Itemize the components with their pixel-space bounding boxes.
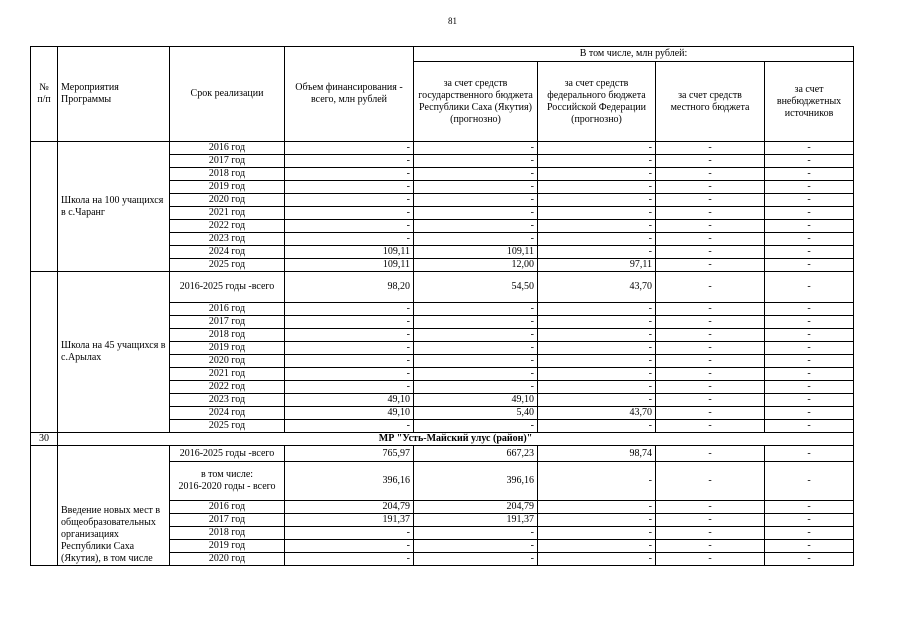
total-cell: - (285, 316, 414, 329)
extra-cell: - (765, 527, 854, 540)
federal-cell: 43,70 (538, 272, 656, 303)
section-title: МР "Усть-Майский улус (район)" (58, 433, 854, 446)
period-cell: 2017 год (170, 514, 285, 527)
federal-cell: - (538, 168, 656, 181)
extra-cell: - (765, 342, 854, 355)
table-row-total (31, 272, 854, 303)
regional-cell: - (414, 181, 538, 194)
header-local: за счет средств местного бюджета (656, 62, 765, 142)
period-cell: 2022 год (170, 220, 285, 233)
local-cell: - (656, 462, 765, 501)
local-cell: - (656, 207, 765, 220)
local-cell: - (656, 540, 765, 553)
extra-cell: - (765, 155, 854, 168)
section-number: 30 (31, 433, 58, 446)
total-cell: - (285, 220, 414, 233)
federal-cell: - (538, 194, 656, 207)
period-cell: 2021 год (170, 207, 285, 220)
total-cell: - (285, 553, 414, 566)
total-cell: - (285, 527, 414, 540)
federal-cell: - (538, 540, 656, 553)
regional-cell: - (414, 368, 538, 381)
regional-cell: 191,37 (414, 514, 538, 527)
num-cell-empty (31, 446, 58, 566)
period-cell: 2020 год (170, 553, 285, 566)
extra-cell: - (765, 233, 854, 246)
regional-cell: - (414, 168, 538, 181)
period-cell: 2024 год (170, 246, 285, 259)
total-cell: 204,79 (285, 501, 414, 514)
extra-cell: - (765, 407, 854, 420)
period-cell: 2017 год (170, 155, 285, 168)
section-row (31, 433, 854, 446)
extra-cell: - (765, 207, 854, 220)
local-cell: - (656, 368, 765, 381)
total-cell: 191,37 (285, 514, 414, 527)
total-cell: 109,11 (285, 246, 414, 259)
federal-cell: - (538, 355, 656, 368)
header-period: Срок реализации (170, 47, 285, 142)
period-cell: 2020 год (170, 194, 285, 207)
header-including: В том числе, млн рублей: (414, 47, 854, 62)
total-cell: 396,16 (285, 462, 414, 501)
local-cell: - (656, 342, 765, 355)
local-cell: - (656, 446, 765, 462)
extra-cell: - (765, 553, 854, 566)
extra-cell: - (765, 462, 854, 501)
header-num: № п/п (31, 47, 58, 142)
regional-cell: 49,10 (414, 394, 538, 407)
header-total: Объем финансирования - всего, млн рублей (285, 47, 414, 142)
extra-cell: - (765, 316, 854, 329)
federal-cell: - (538, 142, 656, 155)
local-cell: - (656, 501, 765, 514)
federal-cell: - (538, 368, 656, 381)
total-cell: - (285, 233, 414, 246)
local-cell: - (656, 553, 765, 566)
total-cell: - (285, 329, 414, 342)
period-cell: 2016 год (170, 501, 285, 514)
local-cell: - (656, 259, 765, 272)
regional-cell: - (414, 155, 538, 168)
federal-cell: - (538, 207, 656, 220)
period-cell: 2020 год (170, 355, 285, 368)
total-cell: 98,20 (285, 272, 414, 303)
measure-name: Школа на 100 учащихся в с.Чаранг (58, 142, 170, 272)
federal-cell: - (538, 220, 656, 233)
extra-cell: - (765, 168, 854, 181)
regional-cell: 396,16 (414, 462, 538, 501)
period-cell: 2019 год (170, 181, 285, 194)
regional-cell: 204,79 (414, 501, 538, 514)
local-cell: - (656, 142, 765, 155)
header-extra: за счет внебюджетных источников (765, 62, 854, 142)
extra-cell: - (765, 181, 854, 194)
header-federal: за счет средств федерального бюджета Российской Федерации (прогнозно) (538, 62, 656, 142)
regional-cell: 667,23 (414, 446, 538, 462)
period-cell: 2018 год (170, 168, 285, 181)
period-line: в том числе: (200, 469, 254, 480)
local-cell: - (656, 168, 765, 181)
regional-cell: 5,40 (414, 407, 538, 420)
regional-cell: - (414, 342, 538, 355)
total-cell: - (285, 194, 414, 207)
header-regional: за счет средств государственного бюджета Республики Саха (Якутия) (прогнозно) (414, 62, 538, 142)
extra-cell: - (765, 501, 854, 514)
federal-cell: 98,74 (538, 446, 656, 462)
total-cell: - (285, 355, 414, 368)
federal-cell: - (538, 553, 656, 566)
regional-cell: - (414, 316, 538, 329)
period-cell: 2023 год (170, 394, 285, 407)
total-cell: - (285, 368, 414, 381)
federal-cell: - (538, 329, 656, 342)
regional-cell: 109,11 (414, 246, 538, 259)
period-line: 2016-2020 годы - всего (178, 481, 276, 492)
extra-cell: - (765, 220, 854, 233)
financing-table (30, 46, 854, 566)
federal-cell: - (538, 501, 656, 514)
header-row-1 (31, 47, 854, 62)
federal-cell: - (538, 155, 656, 168)
local-cell: - (656, 407, 765, 420)
period-cell: 2019 год (170, 540, 285, 553)
regional-cell: - (414, 142, 538, 155)
local-cell: - (656, 181, 765, 194)
extra-cell: - (765, 329, 854, 342)
regional-cell: 12,00 (414, 259, 538, 272)
extra-cell: - (765, 303, 854, 316)
regional-cell: - (414, 303, 538, 316)
federal-cell: - (538, 381, 656, 394)
local-cell: - (656, 514, 765, 527)
regional-cell: - (414, 355, 538, 368)
period-cell: 2016-2025 годы -всего (170, 446, 285, 462)
federal-cell: - (538, 246, 656, 259)
period-cell: 2018 год (170, 329, 285, 342)
extra-cell: - (765, 381, 854, 394)
extra-cell: - (765, 420, 854, 433)
local-cell: - (656, 220, 765, 233)
regional-cell: - (414, 381, 538, 394)
extra-cell: - (765, 142, 854, 155)
period-cell: 2023 год (170, 233, 285, 246)
period-cell: 2016-2025 годы -всего (170, 272, 285, 303)
measure-name: Школа на 45 учащихся в с.Арылах (58, 272, 170, 433)
federal-cell: - (538, 316, 656, 329)
local-cell: - (656, 233, 765, 246)
local-cell: - (656, 194, 765, 207)
local-cell: - (656, 381, 765, 394)
num-cell-empty (31, 142, 58, 272)
period-cell: 2025 год (170, 420, 285, 433)
page-number: 81 (448, 16, 457, 26)
measure-name: Введение новых мест в общеобразовательных организациях Республики Саха (Якутия), в том числе (58, 446, 170, 566)
period-cell: 2022 год (170, 381, 285, 394)
period-cell: 2021 год (170, 368, 285, 381)
regional-cell: 54,50 (414, 272, 538, 303)
extra-cell: - (765, 259, 854, 272)
regional-cell: - (414, 420, 538, 433)
period-cell: 2018 год (170, 527, 285, 540)
regional-cell: - (414, 207, 538, 220)
total-cell: - (285, 181, 414, 194)
extra-cell: - (765, 272, 854, 303)
regional-cell: - (414, 553, 538, 566)
total-cell: - (285, 142, 414, 155)
total-cell: - (285, 168, 414, 181)
federal-cell: - (538, 342, 656, 355)
local-cell: - (656, 420, 765, 433)
table-row-total (31, 446, 854, 462)
extra-cell: - (765, 368, 854, 381)
regional-cell: - (414, 329, 538, 342)
extra-cell: - (765, 540, 854, 553)
period-cell (170, 462, 285, 501)
num-cell-empty (31, 272, 58, 433)
total-cell: 109,11 (285, 259, 414, 272)
extra-cell: - (765, 514, 854, 527)
regional-cell: - (414, 233, 538, 246)
period-cell: 2024 год (170, 407, 285, 420)
extra-cell: - (765, 246, 854, 259)
header-measures: Мероприятия Программы (58, 47, 170, 142)
extra-cell: - (765, 355, 854, 368)
local-cell: - (656, 155, 765, 168)
period-cell: 2016 год (170, 142, 285, 155)
total-cell: - (285, 155, 414, 168)
total-cell: - (285, 342, 414, 355)
period-cell: 2019 год (170, 342, 285, 355)
total-cell: 765,97 (285, 446, 414, 462)
federal-cell: 97,11 (538, 259, 656, 272)
federal-cell: - (538, 394, 656, 407)
extra-cell: - (765, 194, 854, 207)
extra-cell: - (765, 394, 854, 407)
local-cell: - (656, 272, 765, 303)
federal-cell: 43,70 (538, 407, 656, 420)
total-cell: - (285, 381, 414, 394)
local-cell: - (656, 246, 765, 259)
period-cell: 2017 год (170, 316, 285, 329)
regional-cell: - (414, 220, 538, 233)
federal-cell: - (538, 462, 656, 501)
federal-cell: - (538, 181, 656, 194)
local-cell: - (656, 303, 765, 316)
local-cell: - (656, 316, 765, 329)
total-cell: 49,10 (285, 407, 414, 420)
extra-cell: - (765, 446, 854, 462)
total-cell: - (285, 540, 414, 553)
federal-cell: - (538, 527, 656, 540)
local-cell: - (656, 329, 765, 342)
local-cell: - (656, 527, 765, 540)
local-cell: - (656, 394, 765, 407)
local-cell: - (656, 355, 765, 368)
total-cell: - (285, 303, 414, 316)
regional-cell: - (414, 194, 538, 207)
federal-cell: - (538, 303, 656, 316)
total-cell: - (285, 207, 414, 220)
period-cell: 2025 год (170, 259, 285, 272)
federal-cell: - (538, 233, 656, 246)
period-cell: 2016 год (170, 303, 285, 316)
total-cell: - (285, 420, 414, 433)
total-cell: 49,10 (285, 394, 414, 407)
table-row (31, 142, 854, 155)
regional-cell: - (414, 540, 538, 553)
federal-cell: - (538, 514, 656, 527)
regional-cell: - (414, 527, 538, 540)
federal-cell: - (538, 420, 656, 433)
